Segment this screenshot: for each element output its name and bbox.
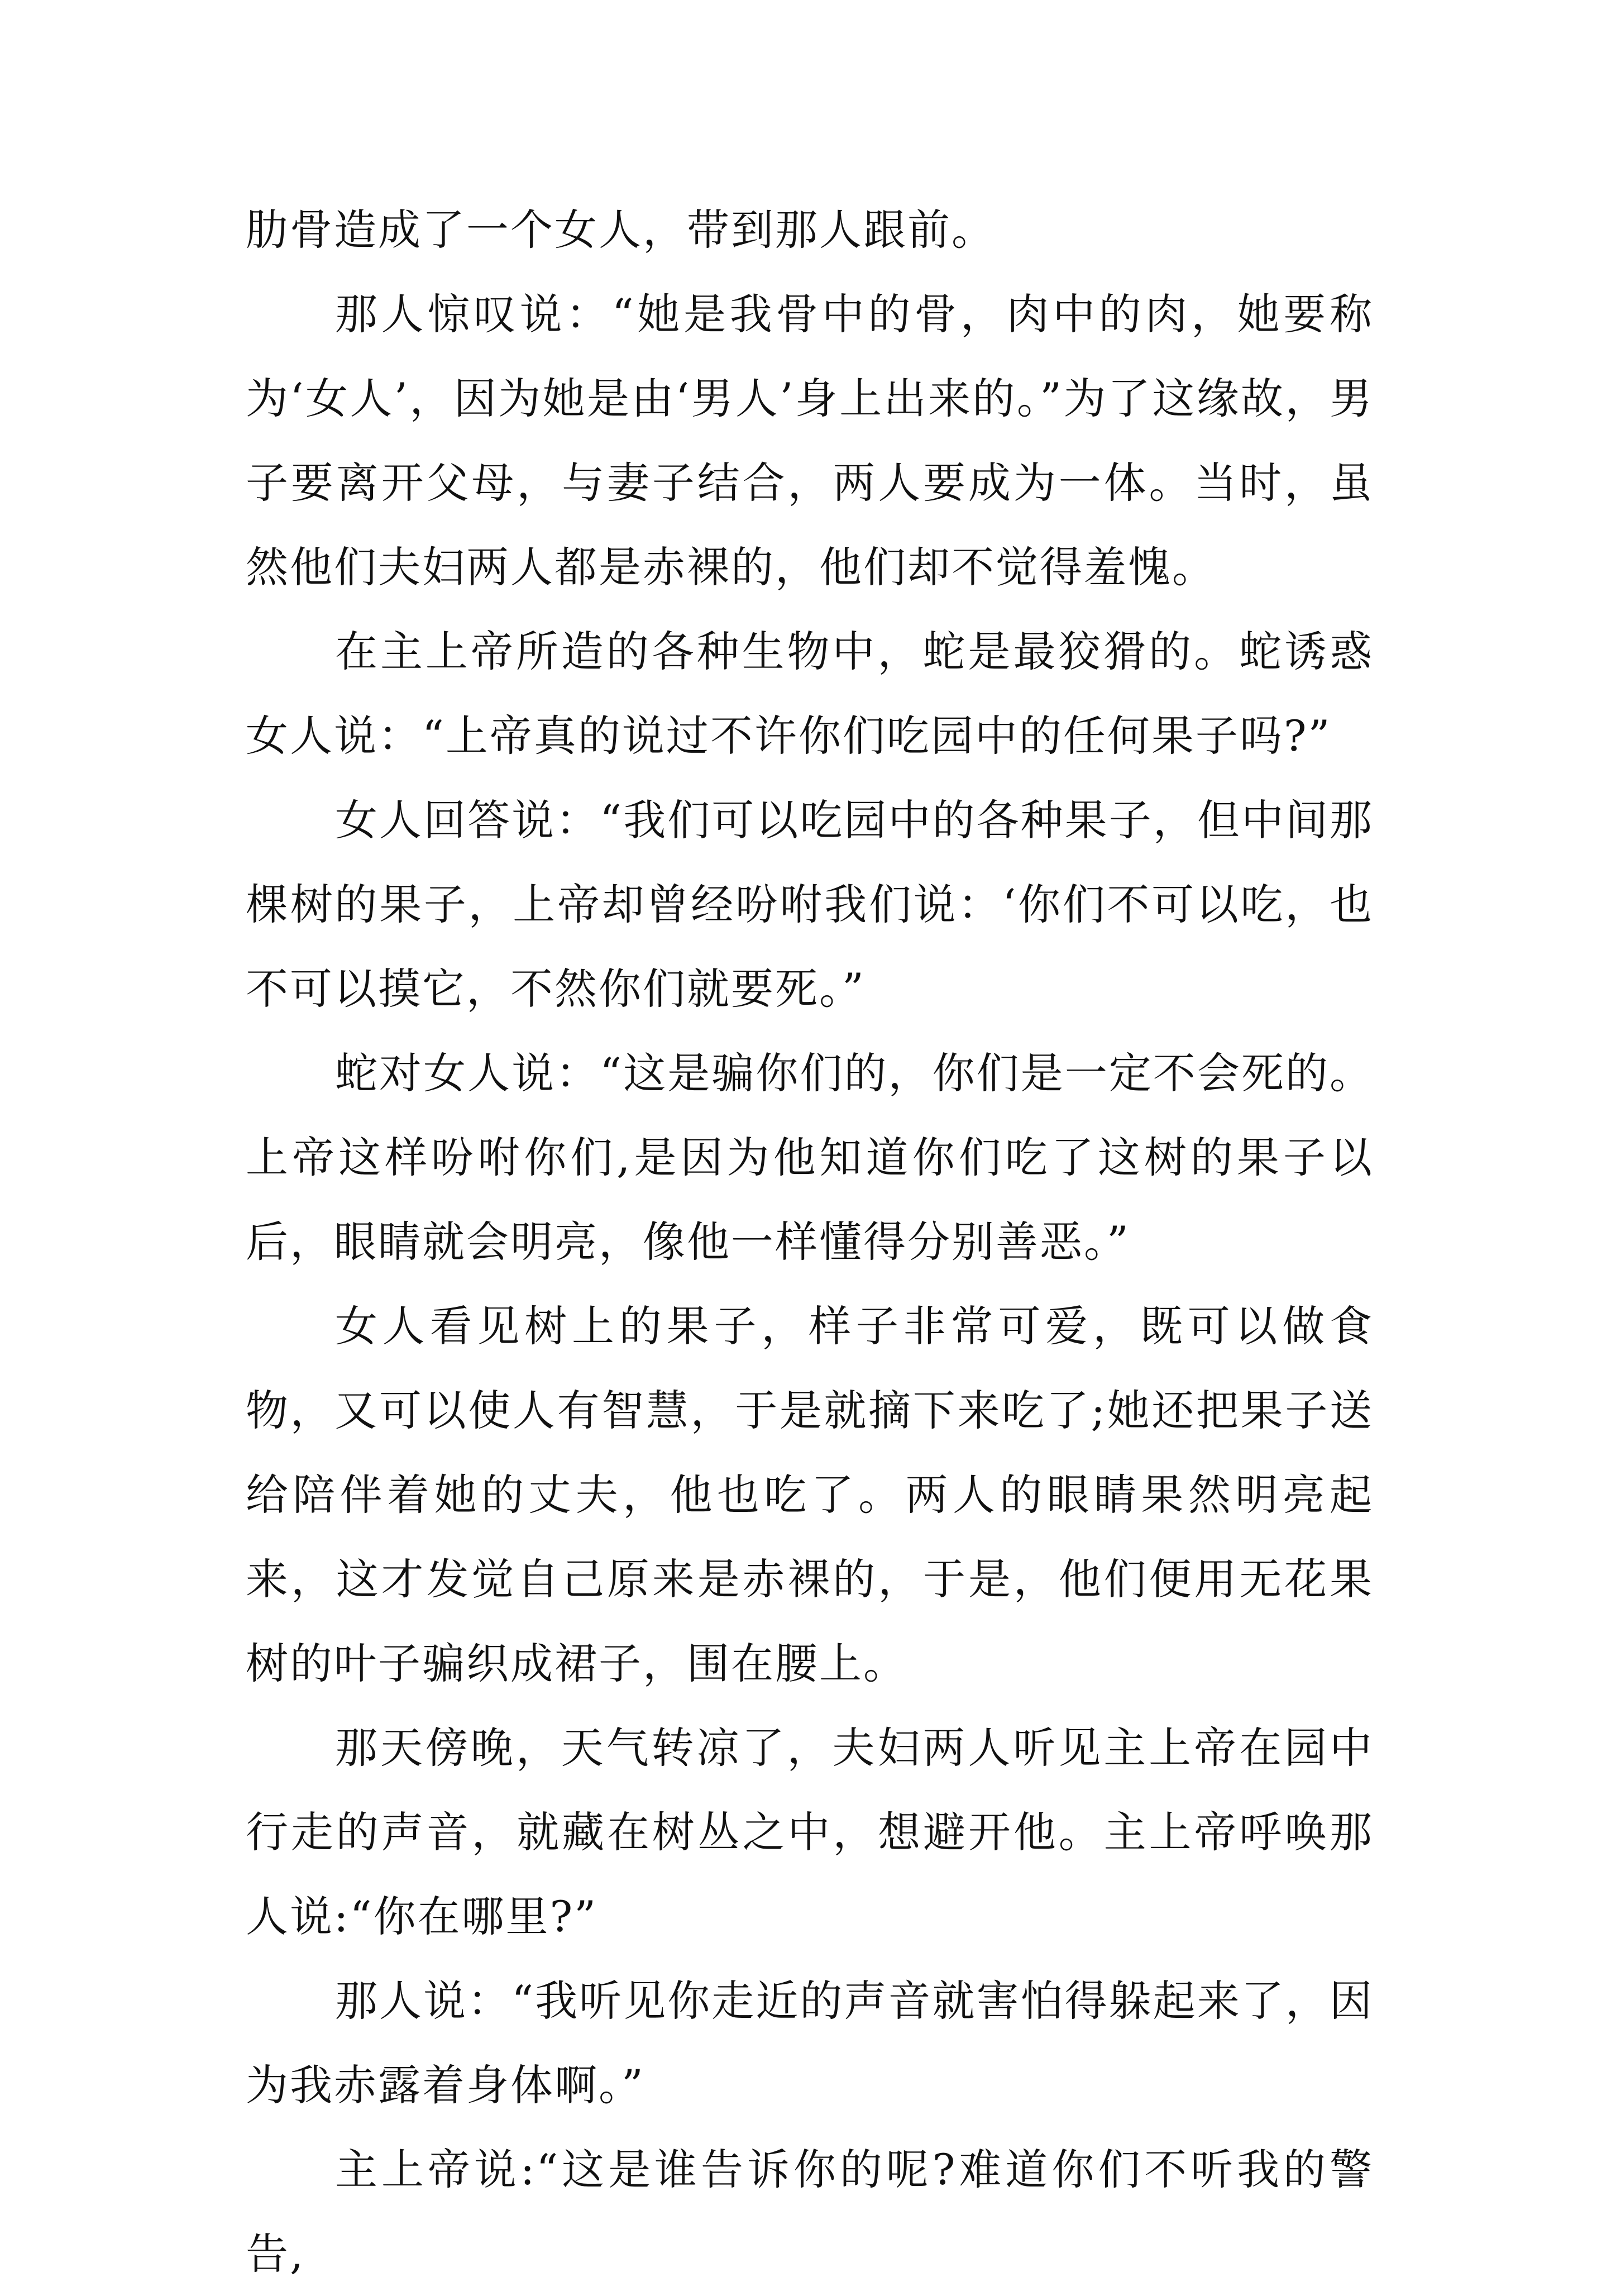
paragraph: 那天傍晚，天气转凉了，夫妇两人听见主上帝在园中行走的声音，就藏在树丛之中，想避开他。主上帝呼唤那人说:“你在哪里?” bbox=[246, 1723, 1374, 1941]
body-text bbox=[246, 188, 1374, 2296]
paragraph: 在主上帝所造的各种生物中，蛇是最狡猾的。蛇诱惑女人说：“上帝真的说过不许你们吃园中的任何果子吗?” bbox=[246, 627, 1374, 761]
paragraph: 那人说：“我听见你走近的声音就害怕得躲起来了，因为我赤露着身体啊。” bbox=[246, 1976, 1374, 2110]
paragraph-continued: 肋骨造成了一个女人，带到那人跟前。 bbox=[246, 205, 996, 255]
paragraph: 女人回答说：“我们可以吃园中的各种果子，但中间那棵树的果子，上帝却曾经吩咐我们说：‘你们不可以吃，也不可以摸它，不然你们就要死。” bbox=[246, 795, 1374, 1014]
paragraph: 蛇对女人说：“这是骗你们的，你们是一定不会死的。上帝这样吩咐你们,是因为他知道你们吃了这树的果子以后，眼睛就会明亮，像他一样懂得分别善恶。” bbox=[246, 1048, 1374, 1267]
paragraph-truncated: 主上帝说:“这是谁告诉你的呢?难道你们不听我的警告, bbox=[246, 2145, 1374, 2279]
paragraph: 女人看见树上的果子，样子非常可爱，既可以做食物，又可以使人有智慧，于是就摘下来吃了;她还把果子送给陪伴着她的丈夫，他也吃了。两人的眼睛果然明亮起来，这才发觉自己原来是赤裸的，于是，他们便用无花果树的叶子骗织成裙子，围在腰上。 bbox=[246, 1301, 1374, 1688]
paragraph: 那人惊叹说：“她是我骨中的骨，肉中的肉，她要称为‘女人’，因为她是由‘男人’身上出来的。”为了这缘故，男子要离开父母，与妻子结合，两人要成为一体。当时，虽然他们夫妇两人都是赤裸的，他们却不觉得羞愧。 bbox=[246, 289, 1374, 592]
